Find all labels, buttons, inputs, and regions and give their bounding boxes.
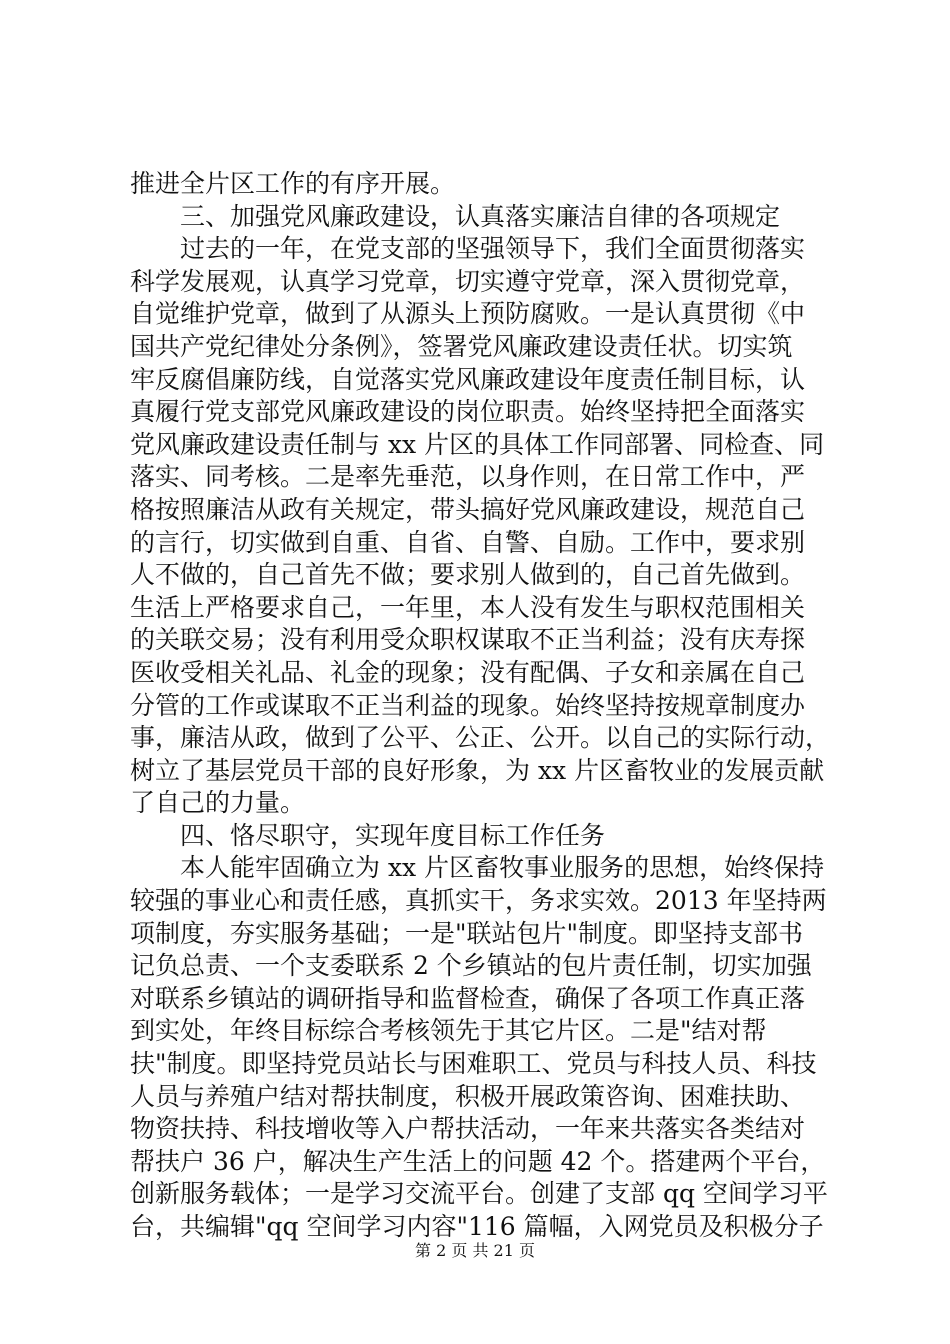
- text-line: 医收受相关礼品、礼金的现象；没有配偶、子女和亲属在自己: [130, 657, 806, 687]
- page-number-footer: 第 2 页 共 21 页: [415, 1241, 535, 1260]
- text-line: 的言行，切实做到自重、自省、自警、自励。工作中，要求别: [130, 527, 806, 557]
- text-line: 自觉维护党章，做到了从源头上预防腐败。一是认真贯彻《中: [130, 299, 806, 329]
- text-line: 本人能牢固确立为 xx 片区畜牧事业服务的思想，始终保持: [180, 853, 825, 883]
- text-line: 到实处，年终目标综合考核领先于其它片区。二是"结对帮: [130, 1016, 767, 1046]
- section-heading: 三、加强党风廉政建设，认真落实廉洁自律的各项规定: [180, 201, 781, 231]
- text-line: 树立了基层党员干部的良好形象，为 xx 片区畜牧业的发展贡献: [130, 755, 825, 785]
- text-line: 对联系乡镇站的调研指导和监督检查，确保了各项工作真正落: [130, 983, 806, 1013]
- text-line: 了自己的力量。: [130, 788, 306, 818]
- text-line: 格按照廉洁从政有关规定，带头搞好党风廉政建设，规范自己: [130, 494, 806, 524]
- text-line: 台，共编辑"qq 空间学习内容"116 篇幅，入网党员及积极分子: [130, 1212, 824, 1241]
- text-line: 过去的一年，在党支部的坚强领导下，我们全面贯彻落实: [180, 234, 806, 264]
- text-line: 党风廉政建设责任制与 xx 片区的具体工作同部署、同检查、同: [130, 429, 825, 459]
- text-line: 科学发展观，认真学习党章，切实遵守党章，深入贯彻党章，: [130, 266, 806, 296]
- text-line: 物资扶持、科技增收等入户帮扶活动，一年来共落实各类结对: [130, 1114, 806, 1144]
- text-line: 较强的事业心和责任感，真抓实干，务求实效。2013 年坚持两: [130, 886, 827, 916]
- text-line: 扶"制度。即坚持党员站长与困难职工、党员与科技人员、科技: [130, 1049, 817, 1079]
- section-heading: 四、恪尽职守，实现年度目标工作任务: [180, 820, 606, 850]
- text-line: 事，廉洁从政，做到了公平、公正、公开。以自己的实际行动，: [130, 723, 831, 753]
- text-line: 项制度，夯实服务基础；一是"联站包片"制度。即坚持支部书: [130, 918, 804, 948]
- text-line: 分管的工作或谋取不正当利益的现象。始终坚持按规章制度办: [130, 690, 806, 720]
- text-line: 创新服务载体；一是学习交流平台。创建了支部 qq 空间学习平: [130, 1179, 828, 1209]
- text-line: 人员与养殖户结对帮扶制度，积极开展政策咨询、困难扶助、: [130, 1081, 806, 1111]
- text-line: 人不做的，自己首先不做；要求别人做到的，自己首先做到。: [130, 560, 806, 590]
- text-line: 记负总责、一个支委联系 2 个乡镇站的包片责任制，切实加强: [130, 951, 812, 981]
- text-line: 生活上严格要求自己，一年里，本人没有发生与职权范围相关: [130, 592, 806, 622]
- text-line: 推进全片区工作的有序开展。: [130, 169, 456, 198]
- text-line: 的关联交易；没有利用受众职权谋取不正当利益；没有庆寿探: [130, 625, 806, 655]
- body-text: [130, 168, 830, 1244]
- text-line: 帮扶户 36 户，解决生产生活上的问题 42 个。搭建两个平台，: [130, 1146, 826, 1176]
- text-line: 真履行党支部党风廉政建设的岗位职责。始终坚持把全面落实: [130, 397, 806, 427]
- text-line: 牢反腐倡廉防线，自觉落实党风廉政建设年度责任制目标，认: [130, 364, 806, 394]
- text-line: 落实、同考核。二是率先垂范，以身作则，在日常工作中，严: [130, 462, 806, 492]
- text-line: 国共产党纪律处分条例》，签署党风廉政建设责任状。切实筑: [130, 331, 793, 361]
